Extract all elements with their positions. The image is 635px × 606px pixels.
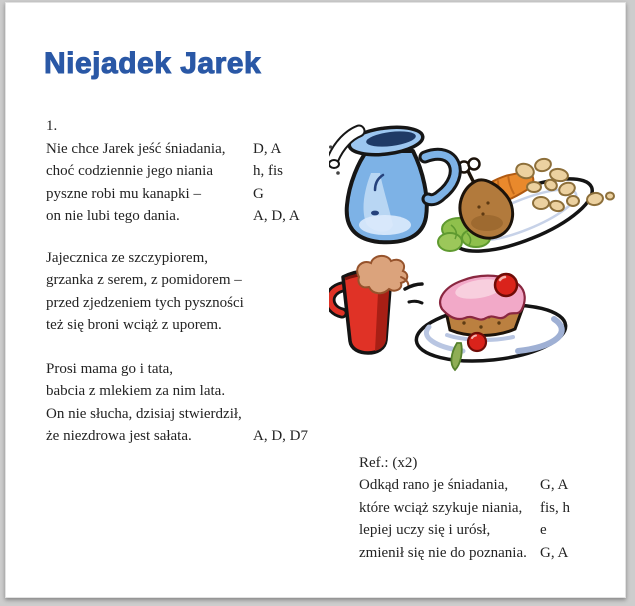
illustration-red-mug [330,256,422,353]
refrain [359,452,627,564]
lyric-line [359,474,627,496]
lyric-text: Jajecznica ze szczypiorem, [46,250,208,266]
lyric-text: lepiej uczy się i urósł, [359,522,491,539]
lyric-text: też się broni wciąż z uporem. [46,317,222,334]
lyric-text: grzanka z serem, z pomidorem – [46,272,242,289]
chord-label: G, A [540,544,569,561]
lyric-text: Prosi mama go i tata, [46,361,174,377]
verse-2 [46,247,376,337]
lyric-line [46,138,376,160]
lyric-line [46,247,376,269]
lyric-line [46,292,376,314]
chord-label: A, D, D7 [253,428,308,445]
lyric-line [46,183,376,205]
lyric-line [46,403,376,425]
lyric-text: pyszne robi mu kanapki – [46,185,201,202]
lyric-text: on nie lubi tego dania. [46,208,180,225]
illustration-chicken-drumstick [459,159,513,239]
lyric-text: przed zjedzeniem tych pyszności [46,294,244,311]
lyric-line [359,519,627,541]
lyric-line [46,380,376,402]
lyric-text: Nie chce Jarek jeść śniadania, [46,141,226,157]
lyric-text: choć codziennie jego niania [46,163,214,180]
lyric-line [46,358,376,380]
illustration-cherry-on-cake [495,274,517,296]
lyric-line [46,160,376,182]
illustration-food-drawing [329,111,635,403]
lyric-text: że niezdrowa jest sałata. [46,428,192,445]
lyric-line [359,542,627,564]
lyric-text: zmienił się nie do poznania. [359,544,527,561]
lyric-line [46,425,376,447]
illustration-cake-plate [414,274,569,370]
lyric-line [359,497,627,519]
chord-label: D, A [253,141,282,157]
illustration-cocoa-splash [357,256,408,293]
lyric-line [46,205,376,227]
lyric-text: Odkąd rano je śniadania, [359,477,509,494]
illustration-food-plate [438,157,614,266]
chord-label: fis, h [540,499,570,516]
page-title: Niejadek Jarek [44,47,262,80]
refrain-label-line [359,452,627,474]
lyric-line [46,269,376,291]
verse-1 [46,138,376,228]
lyric-line [46,314,376,336]
refrain-label: Ref.: (x2) [359,455,418,471]
illustration-milk-jug [329,124,455,243]
lyric-text: babcia z mlekiem za nim lata. [46,383,226,400]
chord-label: h, fis [253,163,283,180]
chord-label: G, A [540,477,569,494]
lyric-text: które wciąż szykuje niania, [359,499,523,516]
verse-number: 1. [46,118,58,134]
lyric-text: On nie słucha, dzisiaj stwierdził, [46,405,242,422]
verse-3 [46,358,376,448]
chord-label: A, D, A [253,208,300,225]
page [5,2,626,598]
chord-label: e [540,522,547,539]
chord-label: G [253,185,264,202]
